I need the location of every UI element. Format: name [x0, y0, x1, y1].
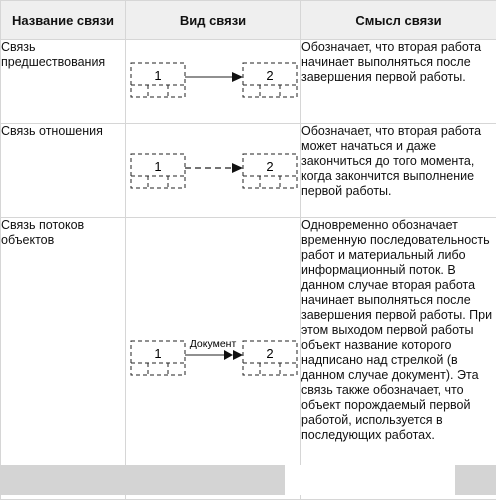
- object-flow-diagram: [126, 218, 301, 499]
- double-arrow-head-icon: [224, 350, 233, 360]
- table-row: [1, 218, 496, 500]
- link-diagram-cell: [126, 40, 301, 124]
- work-number-2: 2: [266, 159, 273, 174]
- link-diagram-cell: [126, 218, 301, 500]
- link-diagram-cell: [126, 124, 301, 218]
- link-meaning: Обозначает, что вторая работа может начаться и даже закончиться до того момента, когда закончится выполнение первой работы.: [301, 124, 496, 218]
- work-number-1: 1: [154, 159, 161, 174]
- link-name: Связь предшествования: [1, 40, 126, 124]
- table-row: [1, 124, 496, 218]
- link-meaning: Обозначает, что вторая работа начинает выполняться после завершения первой работы.: [301, 40, 496, 124]
- link-name: Связь потоков объектов: [1, 218, 126, 500]
- arrow-head-icon: [232, 72, 243, 82]
- arrow-head-icon: [232, 163, 243, 173]
- work-number-2: 2: [266, 68, 273, 83]
- header-row: [1, 1, 496, 40]
- arrow-label: Документ: [190, 338, 237, 350]
- work-number-1: 1: [154, 68, 161, 83]
- precedence-diagram: [126, 40, 301, 123]
- link-meaning: Одновременно обозначает временную последовательность работ и материальный либо информационный поток. В данном случае вторая работа начинает выполняться после завершения первой работы. При этом выходом первой работы объект название которого надписано над стрелкой (в данном случае документ). Эта связь также обозначает, что объект порождаемый первой работой, используется в последующих работах.: [301, 218, 496, 500]
- relation-diagram: [126, 124, 301, 217]
- link-name: Связь отношения: [1, 124, 126, 218]
- double-arrow-head-icon: [233, 350, 243, 360]
- column-header-kind: Вид связи: [126, 1, 301, 40]
- column-header-meaning: Смысл связи: [301, 1, 496, 40]
- column-header-name: Название связи: [1, 1, 126, 40]
- work-number-2: 2: [266, 346, 273, 361]
- work-number-1: 1: [154, 346, 161, 361]
- table-row: [1, 40, 496, 124]
